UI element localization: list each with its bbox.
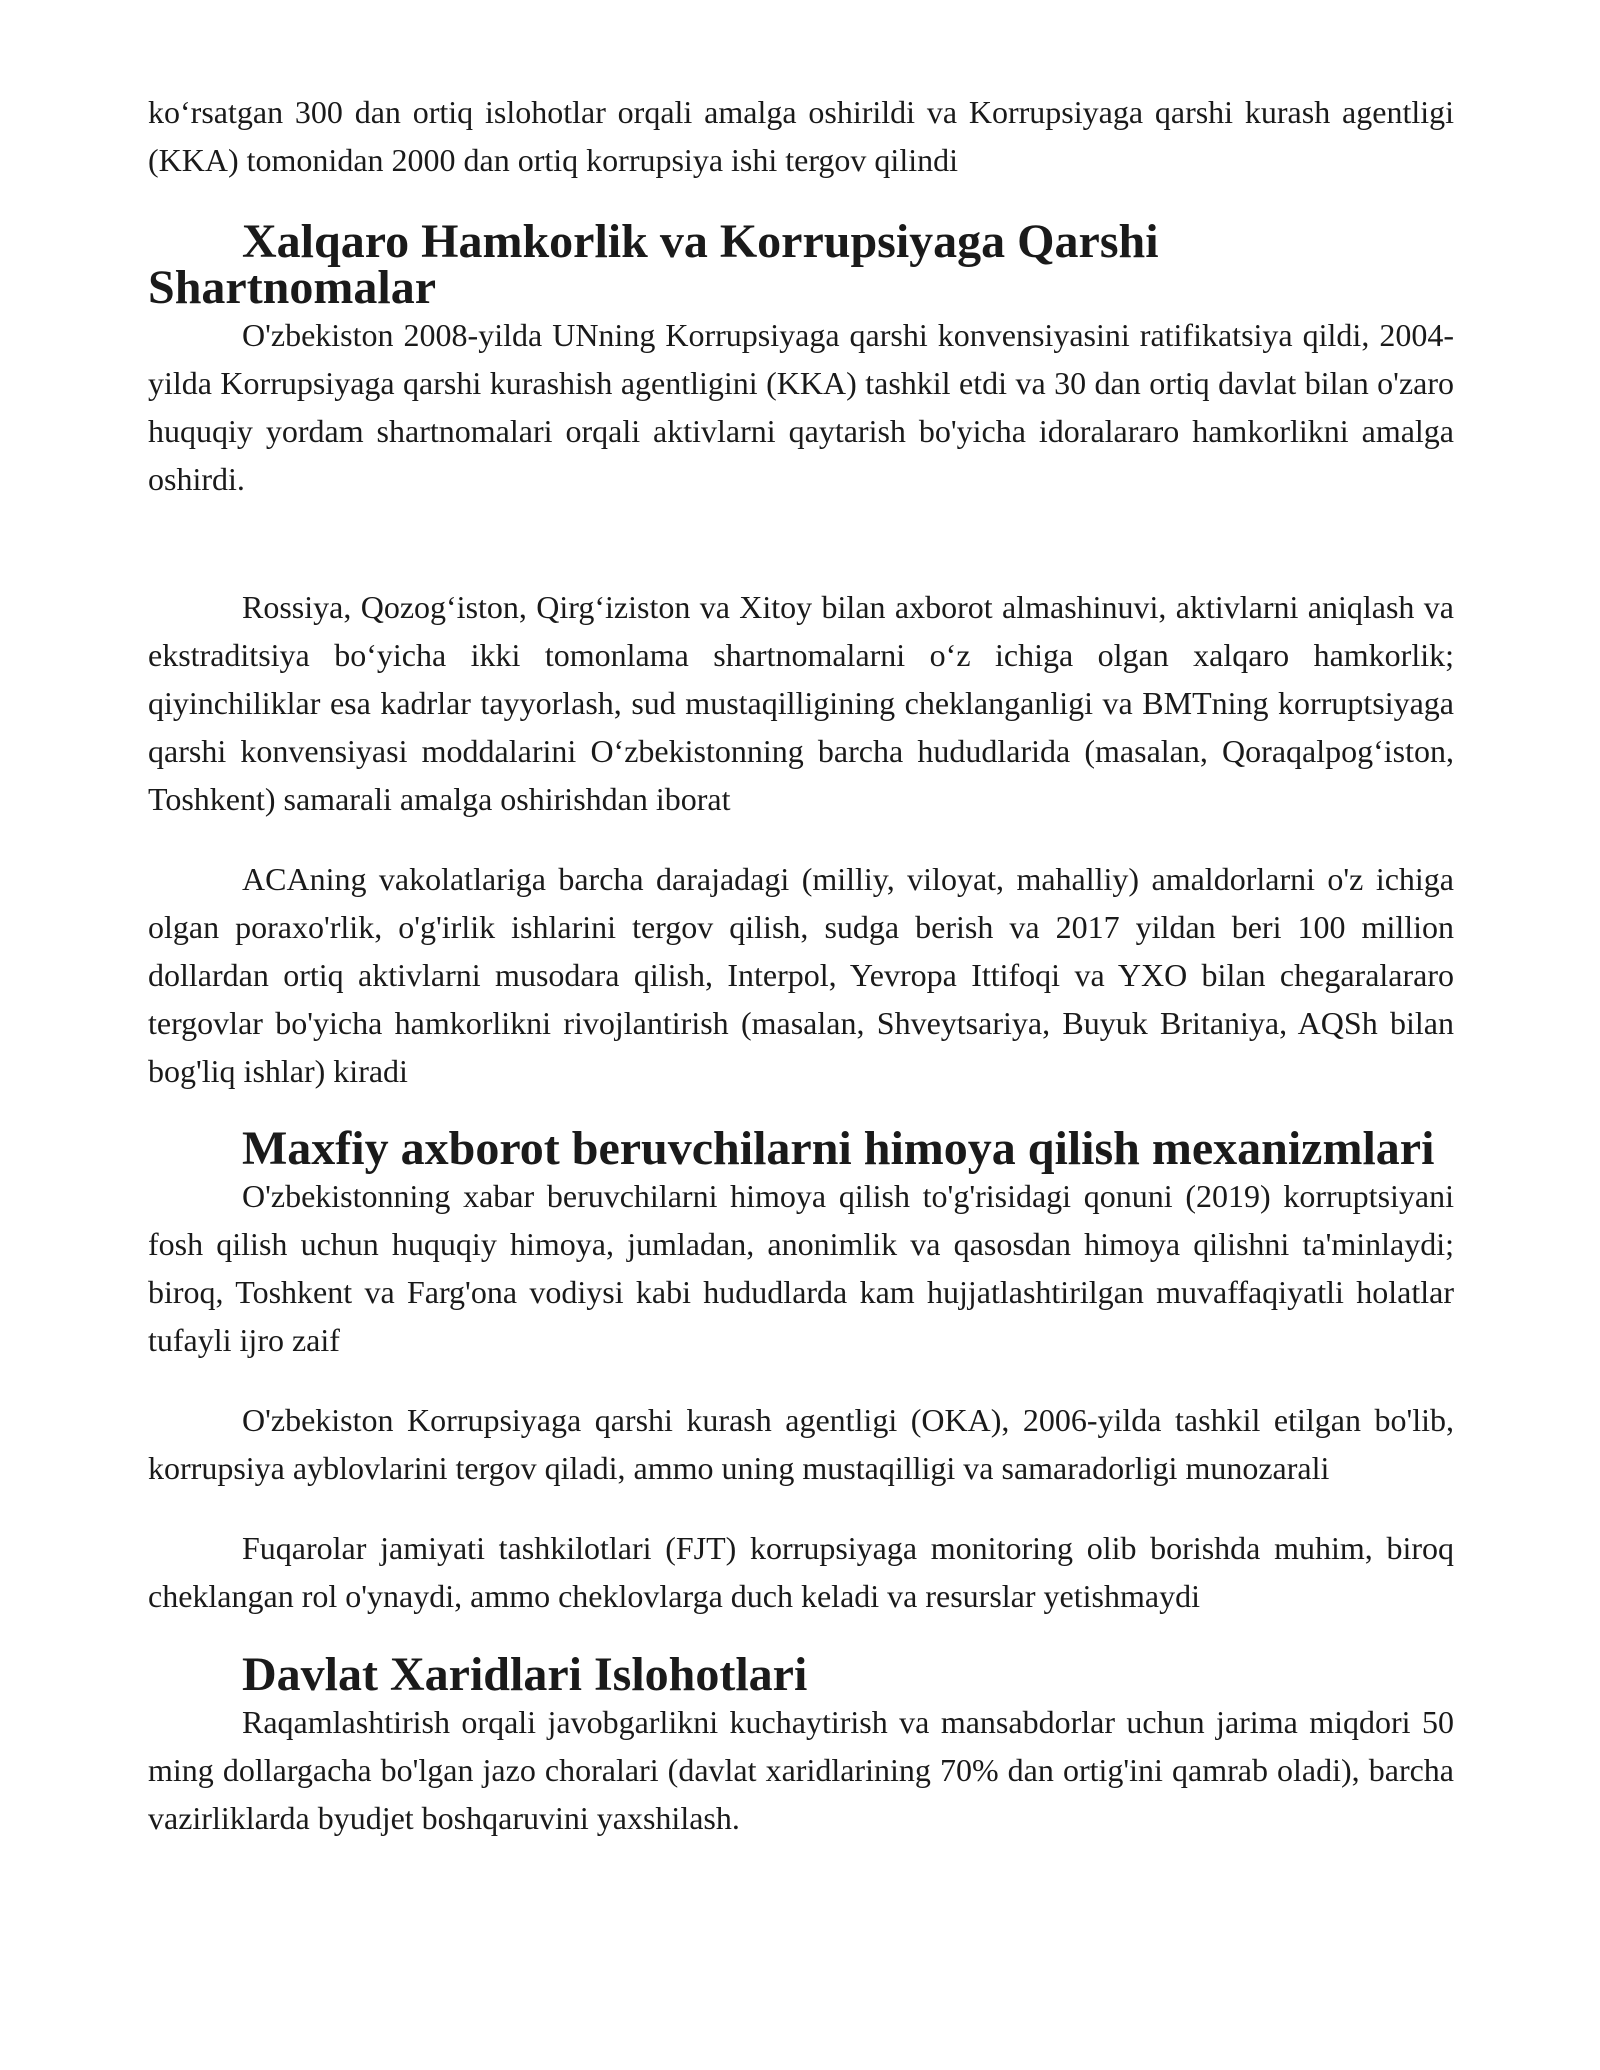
section-heading-public-procurement: Davlat Xaridlari Islohotlari bbox=[242, 1648, 808, 1701]
spacer bbox=[148, 823, 1454, 855]
paragraph-bilateral-cooperation: Rossiya, Qozog‘iston, Qirg‘iziston va Xitoy bilan axborot almashinuvi, aktivlarni aniqlash va ekstraditsiya bo‘yicha ikki tomonlama shartnomalarni o‘z ichiga olgan xalqaro hamkorlik; qiyinchiliklar esa kadrlar tayyorlash, sud mustaqilligining cheklanganligi va BMTning korruptsiyaga qarshi konvensiyasi moddalarini O‘zbekistonning barcha hududlarida (masalan, Qoraqalpog‘iston, Toshkent) samarali amalga oshirishdan iborat bbox=[148, 589, 1454, 817]
section-heading-whistleblower-protection: Maxfiy axborot beruvchilarni himoya qilish mexanizmlari bbox=[242, 1122, 1435, 1175]
paragraph-continuation: ko‘rsatgan 300 dan ortiq islohotlar orqali amalga oshirildi va Korrupsiyaga qarshi kurash agentligi (KKA) tomonidan 2000 dan ortiq korrupsiya ishi tergov qilindi bbox=[148, 94, 1454, 178]
spacer bbox=[148, 1492, 1454, 1524]
spacer bbox=[148, 503, 1454, 583]
paragraph-whistleblower-law: O'zbekistonning xabar beruvchilarni himoya qilish to'g'risidagi qonuni (2019) korruptsiyani fosh qilish uchun huquqiy himoya, jumladan, anonimlik va qasosdan himoya qilishni ta'minlaydi; biroq, Toshkent va Farg'ona vodiysi kabi hududlarda kam hujjatlashtirilgan muvaffaqiyatli holatlar tufayli ijro zaif bbox=[148, 1178, 1454, 1358]
paragraph-civil-society: Fuqarolar jamiyati tashkilotlari (FJT) korrupsiyaga monitoring olib borishda muhim, biroq cheklangan rol o'ynaydi, ammo cheklovlarga duch keladi va resurslar yetishmaydi bbox=[148, 1530, 1454, 1614]
paragraph-procurement-reforms: Raqamlashtirish orqali javobgarlikni kuchaytirish va mansabdorlar uchun jarima miqdori 50 ming dollargacha bo'lgan jazo choralari (davlat xaridlarining 70% dan ortig'ini qamrab oladi), barcha vazirliklarda byudjet boshqaruvini yaxshilash. bbox=[148, 1704, 1454, 1836]
paragraph-oka-agency: O'zbekiston Korrupsiyaga qarshi kurash agentligi (OKA), 2006-yilda tashkil etilgan bo'lib, korrupsiya ayblovlarini tergov qiladi, ammo uning mustaqilligi va samaradorligi munozarali bbox=[148, 1402, 1454, 1486]
spacer bbox=[148, 1364, 1454, 1396]
paragraph-aca-mandate: ACAning vakolatlariga barcha darajadagi (milliy, viloyat, mahalliy) amaldorlarni o'z ichiga olgan poraxo'rlik, o'g'irlik ishlarini tergov qilish, sudga berish va 2017 yildan beri 100 million dollardan ortiq aktivlarni musodara qilish, Interpol, Yevropa Ittifoqi va YXO bilan chegaralararo tergovlar bo'yicha hamkorlikni rivojlantirish (masalan, Shveytsariya, Buyuk Britaniya, AQSh bilan bog'liq ishlar) kiradi bbox=[148, 861, 1454, 1089]
paragraph-uncac-ratification: O'zbekiston 2008-yilda UNning Korrupsiyaga qarshi konvensiyasini ratifikatsiya qildi, 2004-yilda Korrupsiyaga qarshi kurashish agentligini (KKA) tashkil etdi va 30 dan ortiq davlat bilan o'zaro huquqiy yordam shartnomalari orqali aktivlarni qaytarish bo'yicha idoralararo hamkorlikni amalga oshirdi. bbox=[148, 317, 1454, 497]
spacer bbox=[148, 184, 1454, 219]
section-heading-international-cooperation: Xalqaro Hamkorlik va Korrupsiyaga Qarshi Shartnomalar bbox=[148, 215, 1159, 314]
document-page bbox=[148, 88, 1454, 1842]
